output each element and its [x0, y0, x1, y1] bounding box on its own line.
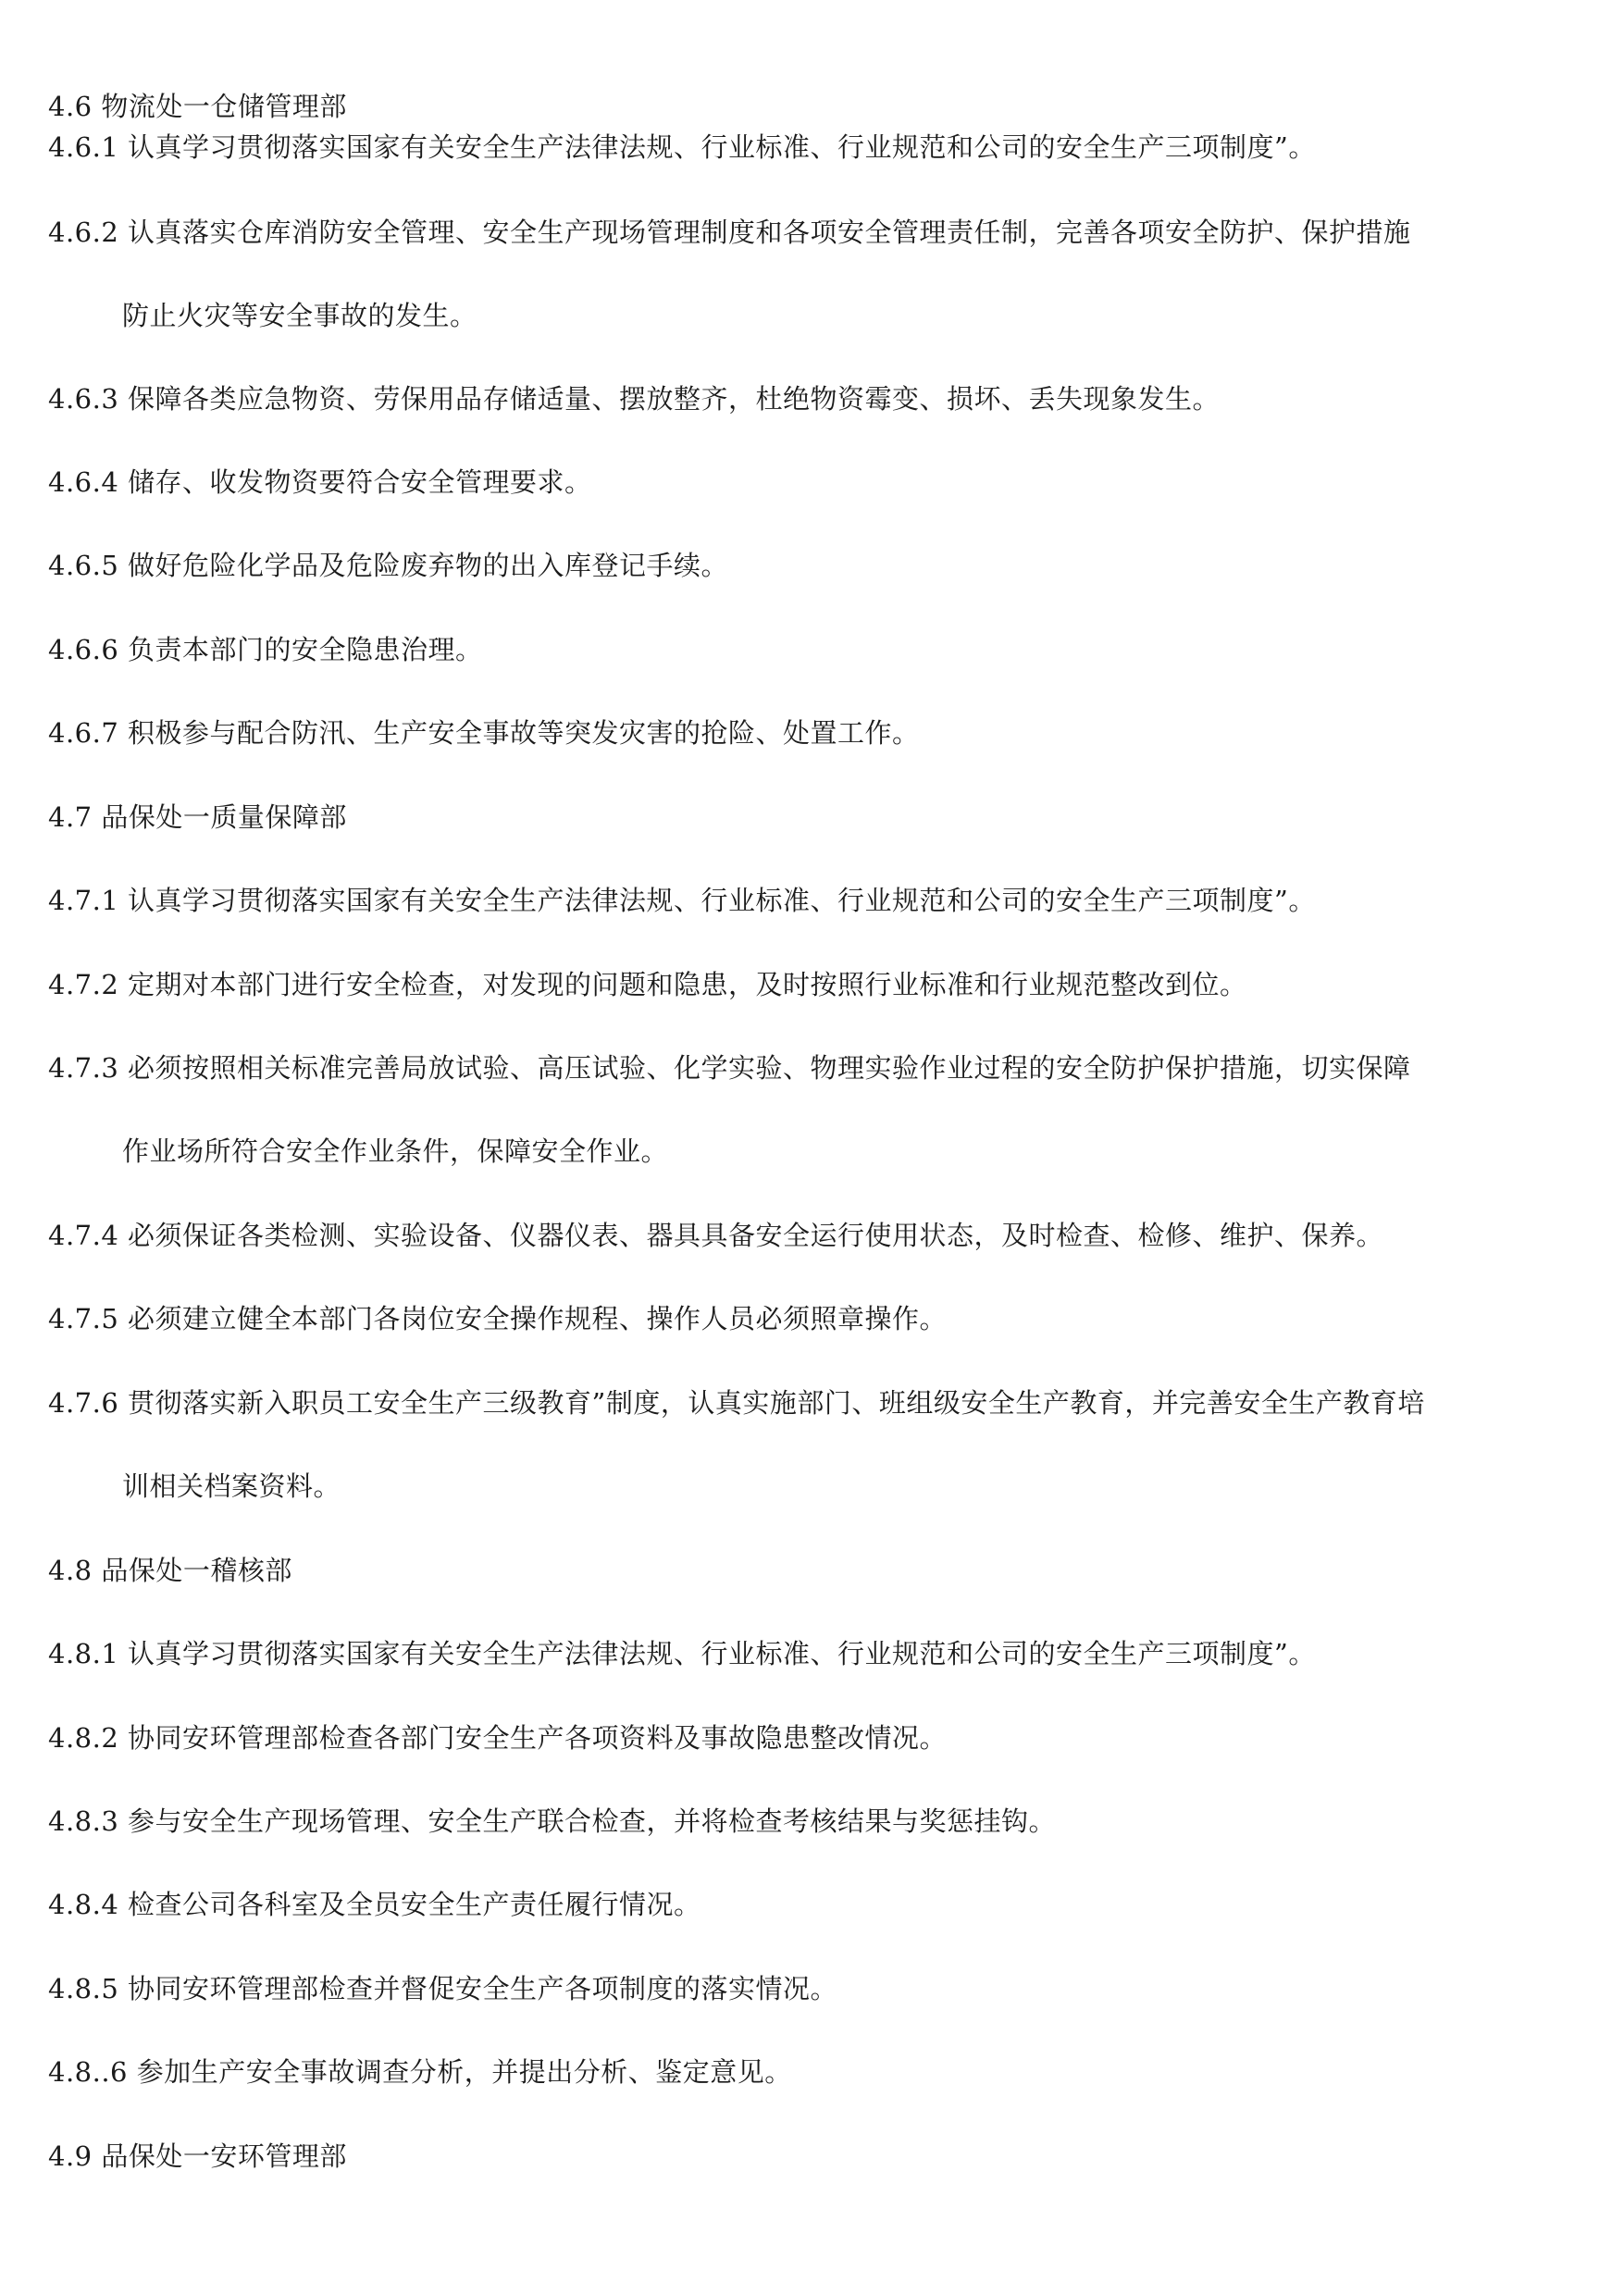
paragraph-line: 4.6.5 做好危险化学品及危险废弃物的出入库登记手续。: [48, 550, 729, 581]
paragraph-line: 4.7.5 必须建立健全本部门各岗位安全操作规程、操作人员必须照章操作。: [48, 1303, 948, 1334]
paragraph-continuation: 防止火灾等安全事故的发生。: [122, 300, 477, 331]
paragraph-line: 4.7.4 必须保证各类检测、实验设备、仪器仪表、器具具备安全运行使用状态，及时检查、检修、维护、保养。: [48, 1220, 1384, 1251]
paragraph-line: 4.6.6 负责本部门的安全隐患治理。: [48, 634, 483, 665]
paragraph-line: 4.8.5 协同安环管理部检查并督促安全生产各项制度的落实情况。: [48, 1973, 838, 2004]
paragraph-line: 4.8.4 检查公司各科室及全员安全生产责任履行情况。: [48, 1889, 701, 1920]
paragraph-line: 4.6.3 保障各类应急物资、劳保用品存储适量、摆放整齐，杜绝物资霉变、损坏、丢失现象发生。: [48, 383, 1221, 415]
paragraph-line: 4.7.2 定期对本部门进行安全检查，对发现的问题和隐患，及时按照行业标准和行业规范整改到位。: [48, 969, 1247, 1000]
paragraph-line: 4.6.4 储存、收发物资要符合安全管理要求。: [48, 466, 592, 498]
paragraph-line: 4.6 物流处一仓储管理部: [48, 91, 347, 122]
paragraph-line: 4.8..6 参加生产安全事故调查分析，并提出分析、鉴定意见。: [48, 2056, 792, 2088]
paragraph-line: 4.6.1 认真学习贯彻落实国家有关安全生产法律法规、行业标准、行业规范和公司的安全生产三项制度”。: [48, 131, 1316, 163]
paragraph-line: 4.7.1 认真学习贯彻落实国家有关安全生产法律法规、行业标准、行业规范和公司的安全生产三项制度”。: [48, 885, 1316, 916]
paragraph-line: 4.8.2 协同安环管理部检查各部门安全生产各项资料及事故隐患整改情况。: [48, 1722, 948, 1754]
paragraph-continuation: 作业场所符合安全作业条件，保障安全作业。: [122, 1135, 669, 1167]
paragraph-line: 4.8 品保处一稽核部: [48, 1555, 292, 1586]
paragraph-line: 4.8.3 参与安全生产现场管理、安全生产联合检查，并将检查考核结果与奖惩挂钩。: [48, 1805, 1057, 1837]
paragraph-line: 4.8.1 认真学习贯彻落实国家有关安全生产法律法规、行业标准、行业规范和公司的安全生产三项制度”。: [48, 1638, 1316, 1669]
paragraph-line: 4.7.6 贯彻落实新入职员工安全生产三级教育”制度，认真实施部门、班组级安全生产教育，并完善安全生产教育培: [48, 1387, 1425, 1419]
paragraph-line: 4.6.7 积极参与配合防汛、生产安全事故等突发灾害的抢险、处置工作。: [48, 717, 920, 749]
paragraph-line: 4.7.3 必须按照相关标准完善局放试验、高压试验、化学实验、物理实验作业过程的安全防护保护措施，切实保障: [48, 1052, 1411, 1084]
paragraph-line: 4.9 品保处一安环管理部: [48, 2140, 347, 2172]
paragraph-continuation: 训相关档案资料。: [122, 1470, 341, 1502]
paragraph-line: 4.7 品保处一质量保障部: [48, 801, 347, 833]
paragraph-line: 4.6.2 认真落实仓库消防安全管理、安全生产现场管理制度和各项安全管理责任制，完善各项安全防护、保护措施: [48, 217, 1411, 248]
